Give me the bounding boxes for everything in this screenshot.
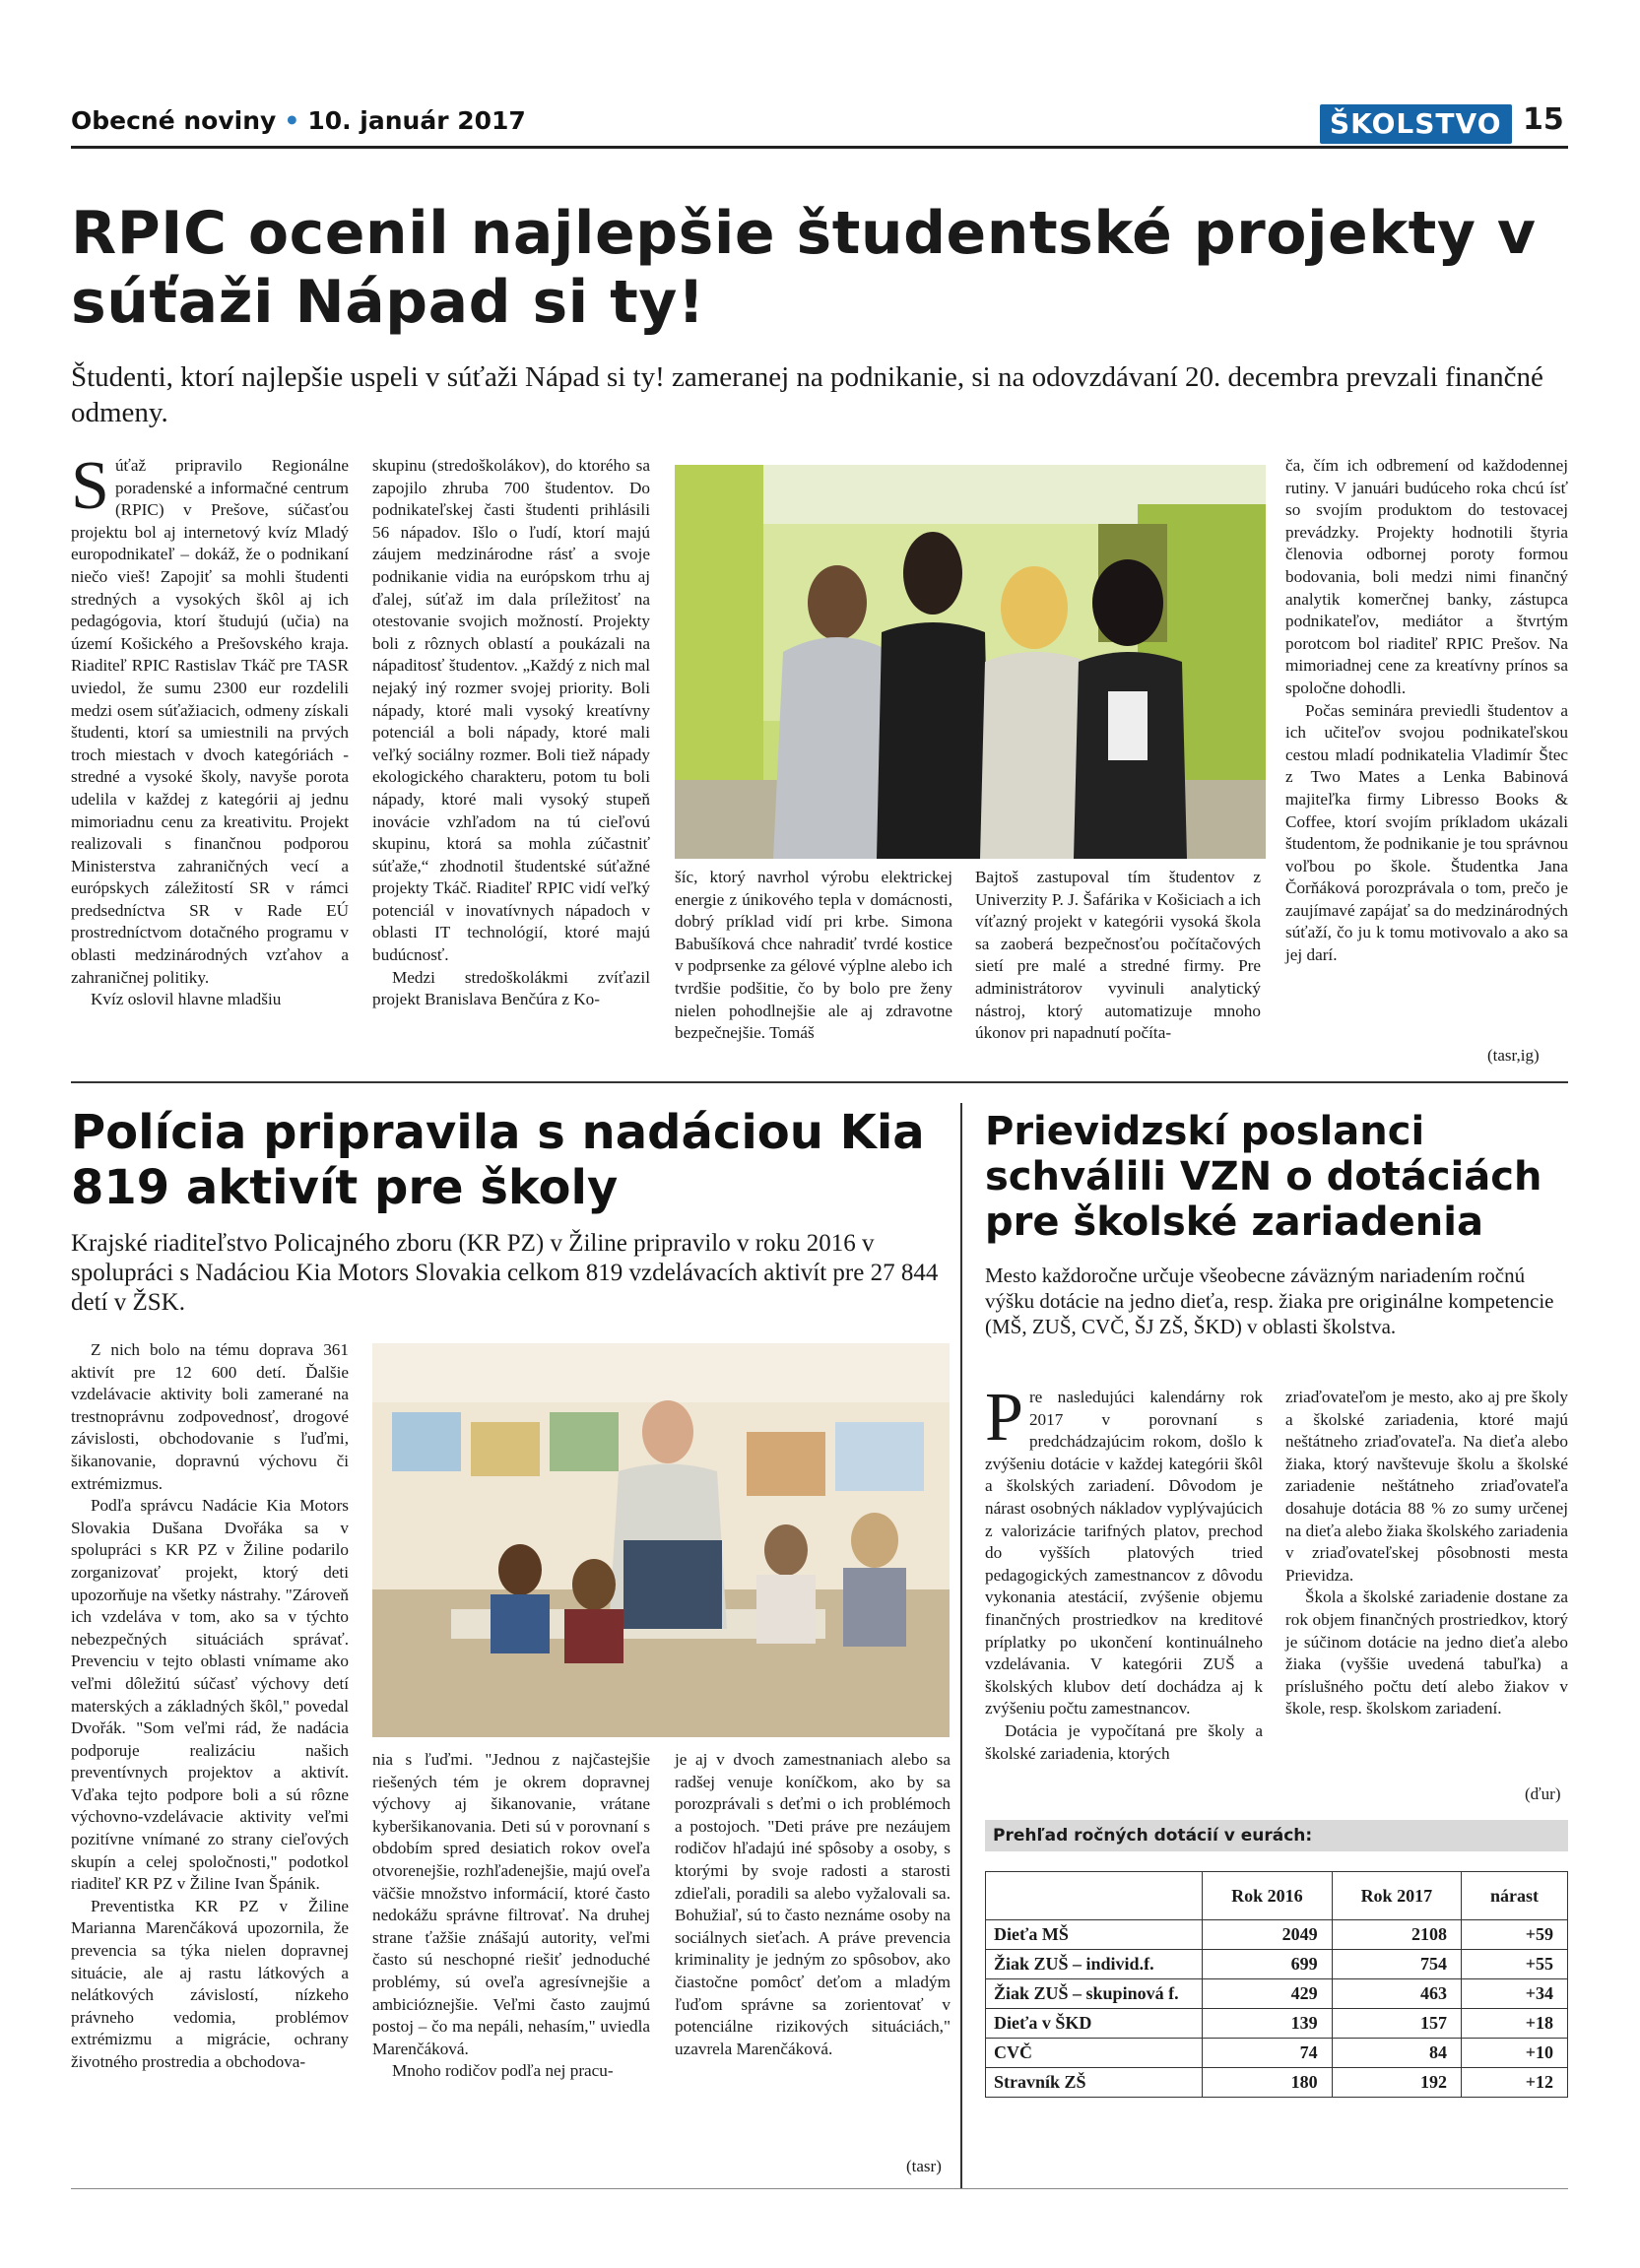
article3-column-2 [1285,1387,1568,1720]
article1-title: RPIC ocenil najlepšie študentské projekty v súťaži Nápad si ty! [71,199,1537,337]
table-row [986,2039,1568,2068]
table-header-row [986,1872,1568,1920]
article2-column-3 [675,1749,951,2060]
article1-paragraph: Kvíz oslovil hlavne mladšiu [91,990,282,1009]
drop-cap: P [985,1380,1023,1456]
table-cell: 74 [1203,2039,1332,2068]
article2-column-2 [372,1749,650,2083]
table-header-cell: nárast [1462,1872,1568,1920]
article1-paragraph: ča, čím ich odbremení od každodennej rutiny. V januári budúceho roka chcú ísť so svojím produktom do testovacej prevádzky. Projekty hodnotili štyria členovia odbornej poroty formou bodovania, boli medzi nimi finančný analytik komerčnej banky, zástupca podnikateľov, mediátor a štvrtým porotcom bol riaditeľ RPIC Prešov. Na mimoriadnej cene za kreatívny prínos sa spoločne dohodli. [1285,456,1568,697]
article1-lead: Študenti, ktorí najlepšie uspeli v súťaži Nápad si ty! zameranej na podnikanie, si na odovzdávaní 20. decembra prevzali finančné odmeny. [71,361,1543,428]
table-cell: 699 [1203,1950,1332,1979]
table-header-cell: Rok 2016 [1203,1872,1332,1920]
article2-column-1 [71,1339,349,2074]
table-row [986,1950,1568,1979]
table-cell: 180 [1203,2068,1332,2098]
article1-signature: (tasr,ig) [1487,1046,1540,1065]
table-cell: 463 [1332,1979,1461,2009]
article3-signature: (ďur) [1525,1784,1561,1803]
article1-column-4 [975,867,1261,1045]
students-photo [675,465,1266,859]
article1-paragraph: skupinu (stredoškolákov), do ktorého sa zapojilo zhruba 700 študentov. Do podnikateľskej časti študenti prihlásili 56 nápadov. Išlo o ľudí, ktorí majú záujem medzinárodne rásť a svoje podnikanie vidia na európskom trhu aj ďalej, súťaž im dala príležitosť na otestovanie svojich možností. Projekty boli z rôznych oblastí a poukázali na nápaditosť študentov. „Každý z nich mal nejaký iný rozmer svojej priority. Boli nápady, ktoré mali vysoký kreatívny potenciál a boli nápady, ktoré mali veľký sociálny rozmer. Boli tiež nápady ekologického charakteru, potom tu boli nápady, ktoré mali vysoký stupeň inovácie vzhľadom na tú cieľovú skupinu, ktorá sa mohla zúčastniť súťaže,“ zhodnotil študentské súťažné projekty Tkáč. Riaditeľ RPIC vidí veľký potenciál v inovatívnych nápadoch v oblasti IT technológií, ktoré majú budúcnosť. [372,456,650,965]
table-cell: 157 [1332,2009,1461,2039]
table-cell: 192 [1332,2068,1461,2098]
table-cell: +55 [1462,1950,1568,1979]
table-cell: +10 [1462,2039,1568,2068]
table-row-label: Dieťa v ŠKD [986,2009,1203,2039]
table-row [986,2068,1568,2098]
article1-column-1 [71,448,349,1011]
article-divider [71,1081,1568,1083]
table-row-label: Žiak ZUŠ – skupinová f. [986,1979,1203,2009]
separator-dot: • [284,106,300,135]
article3-column-1 [985,1380,1263,1765]
page-number: 15 [1523,102,1564,137]
article1-paragraph: Počas seminára previedli študentov a ich učiteľov svojou podnikateľskou cestou mladí podnikatelia Vladimír Štec z Two Mates a Lenka Babinová majiteľka firmy Libresso Books & Coffee, ktorí svojím príkladom ukázali študentom, že podnikanie je tou správnou voľbou po škole. Študentka Jana Čorňáková porozprávala o tom, prečo je zaujímavé zapájať sa do medzinárodných súťaží, čo ju k tomu motivovalo a ako sa jej darí. [1285,700,1568,965]
table-row [986,1979,1568,2009]
masthead [71,106,526,135]
article1-column-3 [675,867,952,1045]
article3-paragraph: zriaďovateľom je mesto, ako aj pre školy a školské zariadenia, ktoré majú neštátneho zriaďovateľa. Na dieťa alebo žiaka, ktorý navštevuje školu a školské zariadenie neštátneho zriaďovateľa dosahuje dotácia 88 % zo sumy určenej na dieťa alebo žiaka školského zariadenia v zriaďovateľskej pôsobnosti mesta Prievidza. [1285,1388,1568,1585]
article2-signature: (tasr) [906,2157,942,2175]
header-rule [71,146,1568,149]
classroom-photo [372,1343,950,1737]
table-cell: 84 [1332,2039,1461,2068]
table-row-label: Dieťa MŠ [986,1920,1203,1950]
table-cell: 139 [1203,2009,1332,2039]
article2-title: Polícia pripravila s nadáciou Kia 819 aktivít pre školy [71,1105,925,1215]
article1-paragraph: Medzi stredoškolákmi zvíťazil projekt Branislava Benčúra z Ko- [372,967,650,1009]
article1-paragraph: Súťaž pripravilo Regionálne poradenské a informačné centrum (RPIC) v Prešove, súčasťou projektu bol aj internetový kvíz Mladý europodnikateľ – dokáž, že o podnikaní niečo vieš! Zapojiť sa mohli študenti stredných a vysokých škôl aj ich pedagógovia, ktorí študujú (učia) na území Košického a Prešovského kraja. Riaditeľ RPIC Rastislav Tkáč pre TASR uviedol, že sumu 2300 eur rozdelili medzi osem súťažiacich, odmeny získali študenti, ktorí sa umiestnili na prvých troch miestach v dvoch kategóriách - stredné a vysoké školy, navyše porota udelila v každej z kategórii aj jednu mimoriadnu cenu za kreativitu. Projekt realizovali s finančnou podporou Ministerstva zahraničných vecí a európskych záležitostí SR v rámci predsedníctva SR v Rade EÚ prostredníctvom dotačného programu v oblasti medzinárodných vzťahov a zahraničnej politiky. [71,448,349,987]
article3-title: Prievidzskí poslanci schválili VZN o dotáciách pre školské zariadenia [985,1109,1542,1245]
bottom-rule [71,2188,1568,2189]
table-cell: +12 [1462,2068,1568,2098]
article3-paragraph: Dotácia je vypočítaná pre školy a školské zariadenia, ktorých [985,1720,1263,1763]
issue-date: 10. január 2017 [307,106,526,135]
article2-paragraph: Z nich bolo na tému doprava 361 aktivít pre 12 600 detí. Ďalšie vzdelávacie aktivity boli zamerané na trestnoprávnu zodpovednosť, drogové závislosti, obchodovanie s ľuďmi, šikanovanie, dopravnú výchovu či extrémizmus. [71,1340,349,1493]
article2-paragraph: je aj v dvoch zamestnaniach alebo sa radšej venuje koníčkom, ako by sa porozprávali s deťmi o ich problémoch a postojoch. "Deti práve pre nezáujem rodičov hľadajú iné spôsoby a osoby, s ktorými by svoje radosti a starosti zdieľali, poradili sa alebo vyžalovali sa. Bohužiaľ, sú to často neznáme osoby na sociálnych sieťach. A práve prevencia kriminality je jedným zo spôsobov, ako čiastočne pomôcť deťom a mladým ľuďom správne sa zorientovať v potenciálne rizikových situáciách," uzavrela Marenčáková. [675,1750,951,2058]
table-header-cell: Rok 2017 [1332,1872,1461,1920]
article3-lead: Mesto každoročne určuje všeobecne záväzným nariadením ročnú výšku dotácie na jedno dieťa, resp. žiaka pre originálne kompetencie (MŠ, ZUŠ, CVČ, ŠJ ZŠ, ŠKD) v oblasti školstva. [985,1264,1554,1338]
article3-paragraph: Pre nasledujúci kalendárny rok 2017 v porovnaní s predchádzajúcim rokom, došlo k zvýšeniu dotácie v každej kategórii škôl a školských zariadení. Dôvodom je nárast osobných nákladov vyplývajúcich z valorizácie tarifných platov, prechod do vyšších platových tried pedagogických zamestnancov z dôvodu vykonania atestácií, zvýšenie objemu finančných prostriedkov na kreditové príplatky po ukončení kontinuálneho vzdelávania. V kategórii ZUŠ a školských klubov detí dochádza aj k zvýšeniu počtu zamestnancov. [985,1380,1263,1718]
article1-paragraph: Bajtoš zastupoval tím študentov z Univerzity P. J. Šafárika v Košiciach a ich víťazný projekt v kategórii vysoká škola sa zaoberá bezpečnosťou počítačových sietí pre malé a stredné firmy. Pre administrátorov vyvinuli analytický nástroj, ktorý automatizuje mnoho úkonov pri napadnutí počíta- [975,868,1261,1043]
paper-name: Obecné noviny [71,106,277,135]
article2-paragraph: nia s ľuďmi. "Jednou z najčastejšie riešených tém je okrem dopravnej výchovy aj šikanovanie, vrátane kyberšikanovania. Deti sú v porovnaní s obdobím spred desiatich rokov oveľa otvorenejšie, rozhľadenejšie, majú oveľa väčšie množstvo informácií, ktoré často nedokážu správne filtrovať. Na druhej strane ťažšie znášajú autority, veľmi často sú neschopné riešiť jednoduché problémy, sú oveľa agresívnejšie a ambicióznejšie. Veľmi často zaujmú postoj – čo ma nepáli, nehasím," uviedla Marenčáková. [372,1750,650,2058]
subsidy-table [985,1871,1568,2098]
article1-column-5 [1285,455,1568,967]
article2-paragraph: Podľa správcu Nadácie Kia Motors Slovakia Dušana Dvořáka sa v spolupráci s KR PZ v Žiline podarilo zorganizovať projekt, ktorý deti upozorňuje na všetky nástrahy. "Zároveň ich vzdeláva v tom, ako sa v týchto nebezpečných situáciách správať. Prevenciu v tejto oblasti vnímame ako veľmi dôležitú súčasť výchovy detí materských a základných škôl," povedal Dvořák. "Som veľmi rád, že nadácia podporuje realizáciu našich preventívnych projektov a aktivít. Vďaka tejto podpore boli a sú rôzne výchovno-vzdelávacie aktivity veľmi pozitívne vnímané zo strany cieľových skupín a celej spoločnosti," podotkol riaditeľ KR PZ v Žiline Ivan Špánik. [71,1496,349,1894]
section-tag: ŠKOLSTVO [1320,104,1512,144]
table-cell: 754 [1332,1950,1461,1979]
table-header-cell [986,1872,1203,1920]
article1-column-2 [372,455,650,1011]
column-divider [960,1103,962,2188]
table-cell: +18 [1462,2009,1568,2039]
article3-paragraph: Škola a školské zariadenie dostane za rok objem finančných prostriedkov, ktorý je súčinom dotácie na jedno dieťa alebo žiaka (vyššie uvedená tabuľka) a príslušného počtu detí alebo žiakov v škole, resp. školskom zariadení. [1285,1588,1568,1718]
table-row [986,1920,1568,1950]
article2-lead: Krajské riaditeľstvo Policajného zboru (KR PZ) v Žiline pripravilo v roku 2016 v spolupráci s Nadáciou Kia Motors Slovakia celkom 819 vzdelávacích aktivít pre 27 844 detí v ŽSK. [71,1230,939,1316]
article2-paragraph: Mnoho rodičov podľa nej pracu- [392,2061,614,2081]
table-row-label: Žiak ZUŠ – individ.f. [986,1950,1203,1979]
table-cell: +34 [1462,1979,1568,2009]
article2-paragraph: Preventistka KR PZ v Žiline Marianna Marenčáková upozornila, že prevencia sa týka nielen dopravnej situácie, ale aj rastu látkových a nelátkových závislostí, nízkeho právneho vedomia, problémov extrémizmu a migrácie, ochrany životného prostredia a obchodova- [71,1896,349,2071]
table-cell: 429 [1203,1979,1332,2009]
drop-cap: S [71,448,109,524]
table-cell: +59 [1462,1920,1568,1950]
table-row-label: Stravník ZŠ [986,2068,1203,2098]
table-cell: 2049 [1203,1920,1332,1950]
table-row [986,2009,1568,2039]
table-row-label: CVČ [986,2039,1203,2068]
article1-paragraph: šíc, ktorý navrhol výrobu elektrickej energie z únikového tepla v domácnosti, dobrý príklad vidí pri krbe. Simona Babušíková chce nahradiť tvrdé kostice v podprsenke za gélové výplne alebo ich tvrdšie podšitie, čo by bolo pre ženy nielen pohodlnejšie ale aj zdravotne bezpečnejšie. Tomáš [675,868,952,1043]
subsidy-table-title: Prehľad ročných dotácií v eurách: [985,1820,1568,1851]
table-cell: 2108 [1332,1920,1461,1950]
